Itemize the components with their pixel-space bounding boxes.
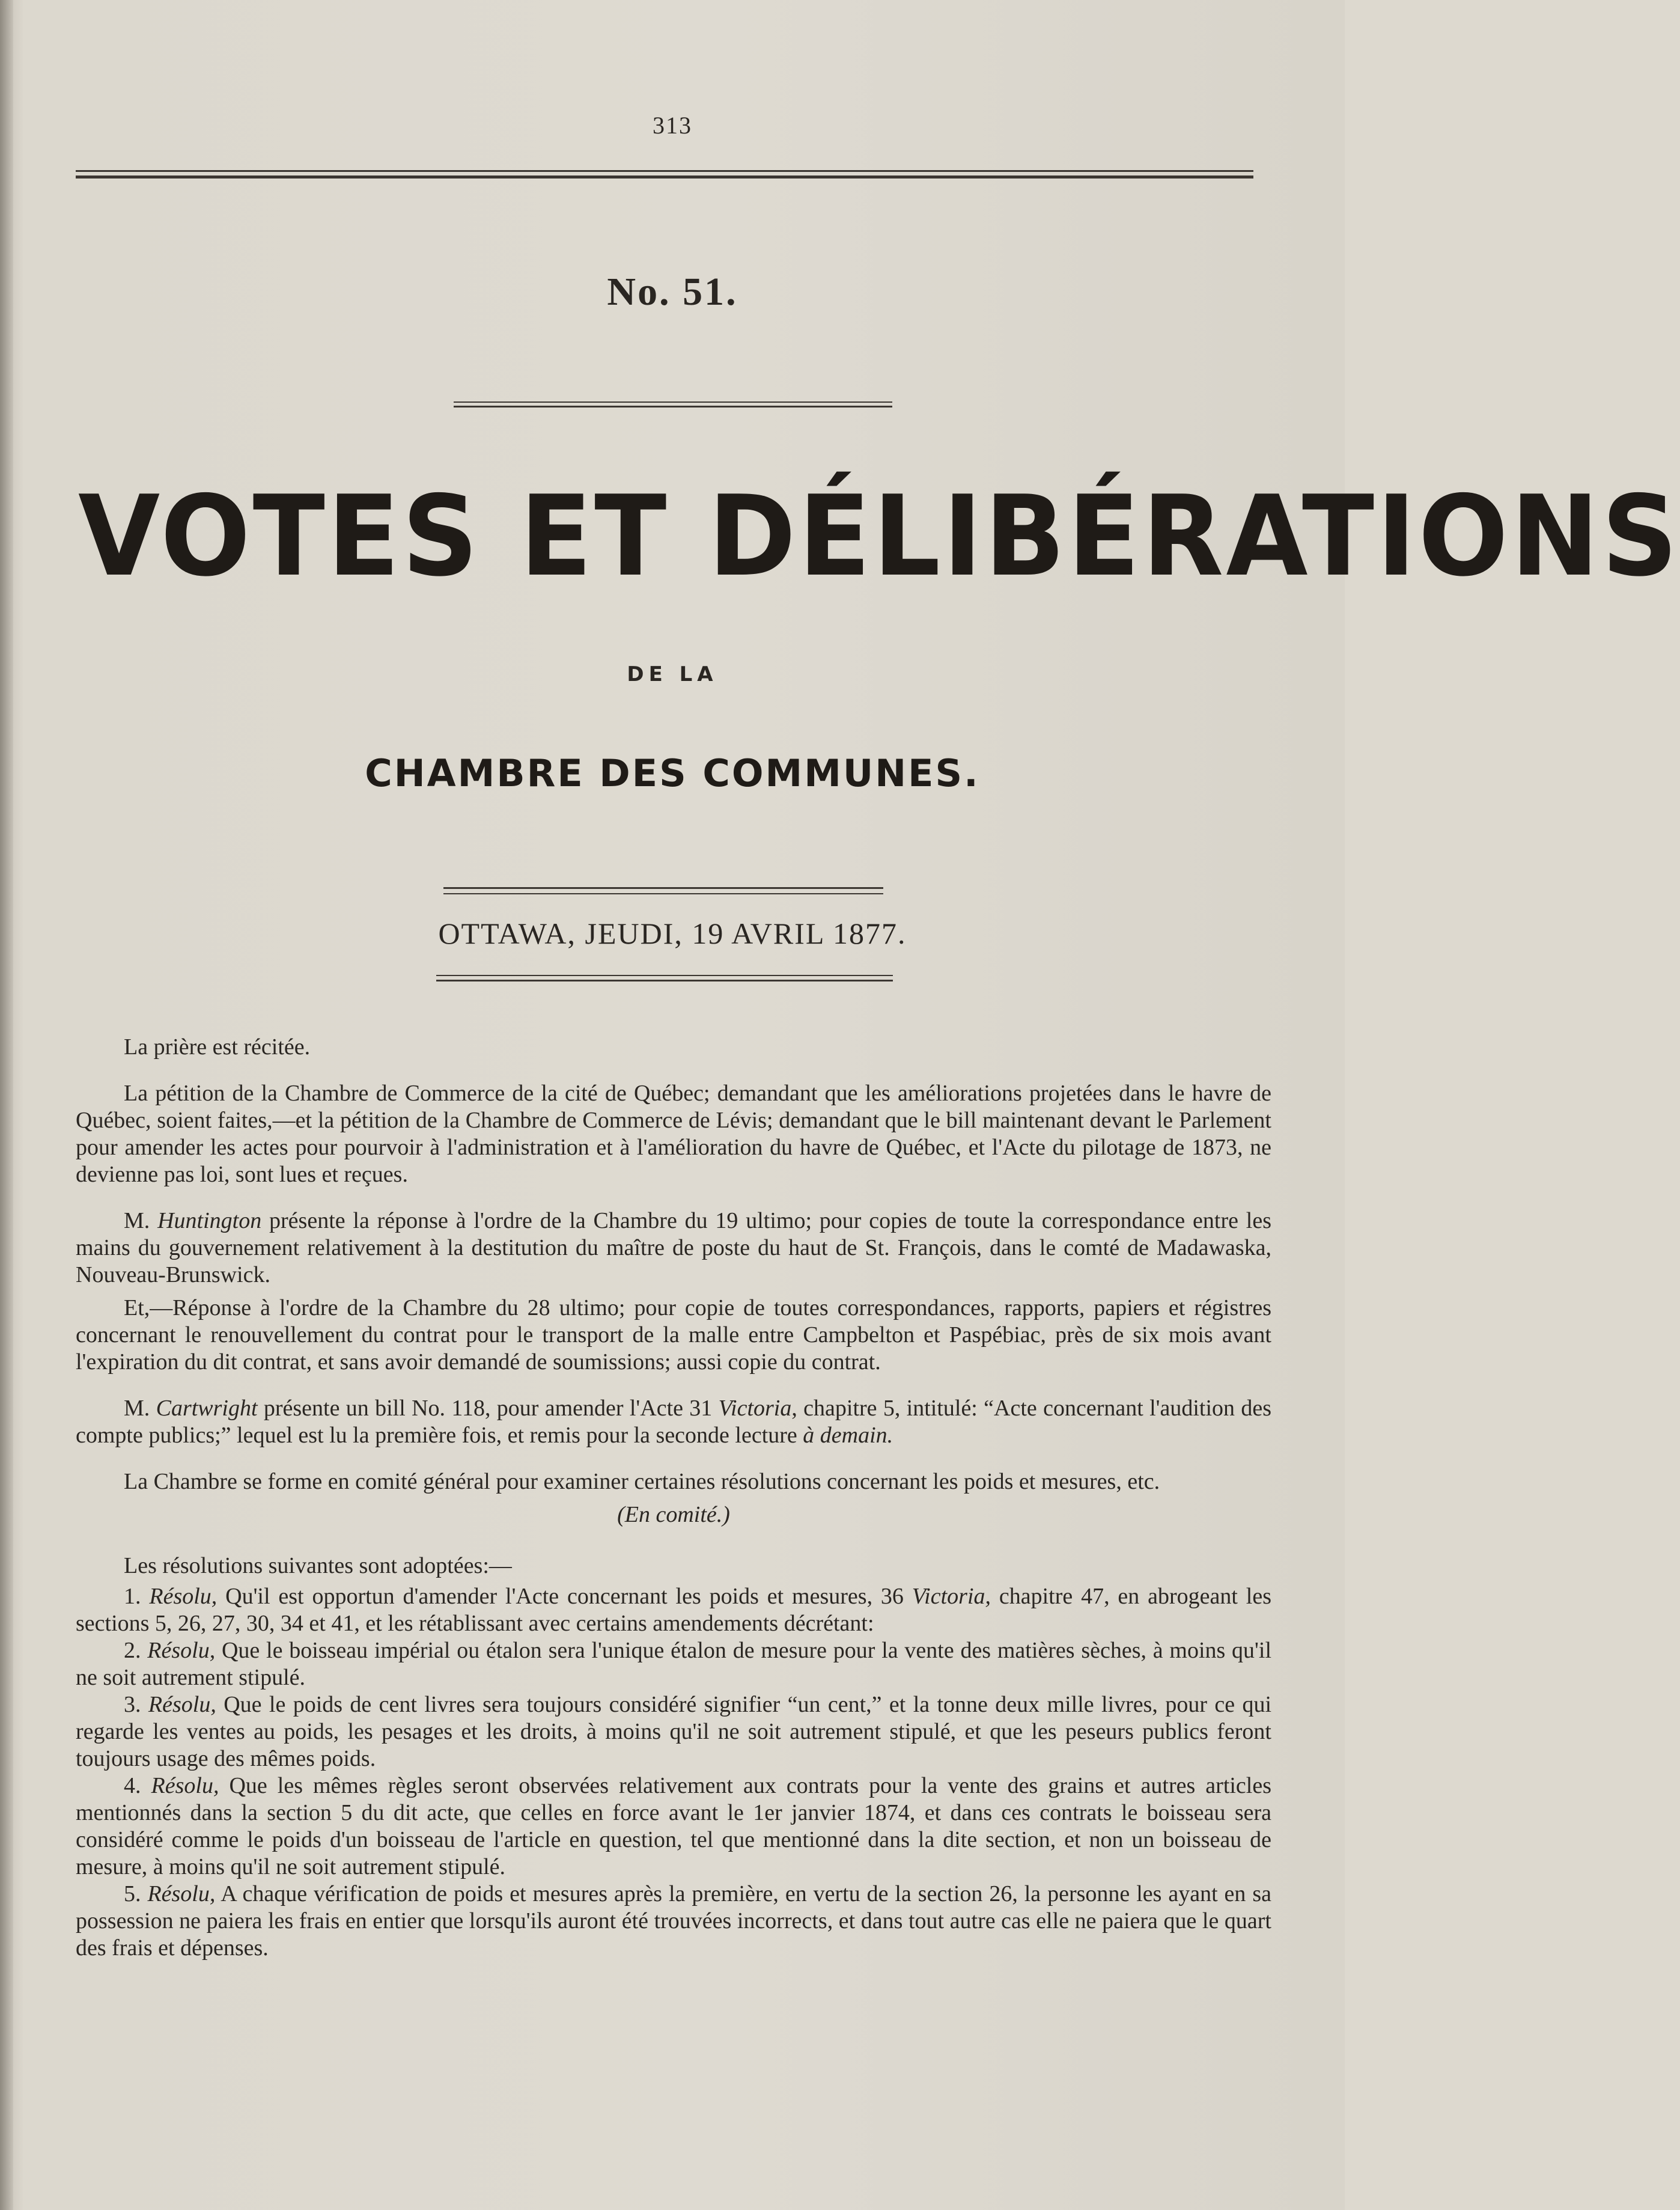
issue-number: No. 51.	[607, 270, 738, 314]
rule-below-date-lower	[436, 980, 893, 981]
resolution-5	[76, 1881, 1271, 1962]
resolution-text-end: chapitre 47, en abrogeant les sections 5, 26, 27, 30, 34 et 41, et les rétablissant avec certains amendements décrétant:	[76, 1584, 1271, 1636]
rule-above-date-lower	[443, 893, 883, 894]
committee-note	[76, 1501, 1271, 1528]
committee-label: (En comité.)	[617, 1502, 730, 1527]
resolution-1	[76, 1583, 1271, 1637]
cartwright-victoria: Victoria	[718, 1396, 792, 1421]
cartwright-text-mid: présente un bill No. 118, pour amender l'Acte 31	[257, 1396, 719, 1421]
cartwright-paragraph	[76, 1395, 1271, 1449]
page-number: 313	[653, 112, 692, 139]
rule-above-date-upper	[443, 887, 883, 889]
rule-under-issue-lower	[454, 406, 892, 408]
resolution-number: 5.	[124, 1881, 148, 1906]
resolutions-intro: Les résolutions suivantes sont adoptées:—	[124, 1553, 512, 1578]
cartwright-name: Cartwright	[156, 1396, 258, 1421]
dateline: OTTAWA, JEUDI, 19 AVRIL 1877.	[438, 917, 907, 950]
cartwright-end: à demain.	[803, 1423, 893, 1448]
top-rule-lower	[76, 176, 1253, 179]
main-title: VOTES ET DÉLIBÉRATIONS	[78, 471, 1680, 602]
rule-under-issue-upper	[454, 401, 892, 403]
committee-paragraph: La Chambre se forme en comité général pour examiner certaines résolutions concernant les poids et mesures, etc.	[124, 1469, 1160, 1494]
proceedings-body	[76, 1034, 1271, 1962]
resolution-number: 4.	[124, 1773, 151, 1798]
huntington-text: présente la réponse à l'ordre de la Chambre du 19 ultimo; pour copies de toute la correspondance entre les mains du gouvernement relativement à la destitution du maître de poste du haut de St. François, dans le comté de Madawaska, Nouveau-Brunswick.	[76, 1208, 1271, 1287]
resolution-word: Résolu,	[148, 1692, 216, 1717]
resolution-number: 2.	[124, 1638, 148, 1663]
resolution-number: 1.	[124, 1584, 150, 1609]
cartwright-prefix: M.	[124, 1396, 156, 1421]
huntington-prefix: M.	[124, 1208, 158, 1233]
resolution-word: Résolu,	[147, 1638, 216, 1663]
subtitle-small: DE LA	[627, 662, 718, 686]
petition-paragraph: La pétition de la Chambre de Commerce de la cité de Québec; demandant que les améliorations projetées dans le havre de Québec, soient faites,—et la pétition de la Chambre de Commerce de Lévis; demandant que le bill maintenant devant le Parlement pour amender les actes pour pourvoir à l'administration et à l'amélioration du havre de Québec, et l'Acte du pilotage de 1873, ne devienne pas loi, sont lues et reçues.	[76, 1081, 1271, 1187]
resolution-number: 3.	[124, 1692, 148, 1717]
resolution-word: Résolu,	[151, 1773, 219, 1798]
resolution-2	[76, 1637, 1271, 1691]
subtitle-large: CHAMBRE DES COMMUNES.	[365, 751, 980, 795]
rule-below-date-upper	[436, 975, 893, 976]
prayer-paragraph: La prière est récitée.	[124, 1034, 311, 1060]
resolution-4	[76, 1772, 1271, 1881]
mail-contract-paragraph: Et,—Réponse à l'ordre de la Chambre du 28 ultimo; pour copie de toutes correspondances, rapports, papiers et régistres concernant le renouvellement du contrat pour le transport de la malle entre Campbelton et Paspébiac, près de six mois avant l'expiration du dit contrat, et sans avoir demandé de soumissions; aussi copie du contrat.	[76, 1295, 1271, 1375]
resolution-text: Que les mêmes règles seront observées relativement aux contrats pour la vente des grains et autres articles mentionnés dans la section 5 du dit acte, que celles en force avant le 1er janvier 1874, et dans ces contrats le boisseau sera considéré comme le poids d'un boisseau de l'article en question, tel que mentionné dans la dite section, et non un boisseau de mesure, à moins qu'il ne soit autrement stipulé.	[76, 1773, 1272, 1879]
resolution-3	[76, 1691, 1271, 1772]
resolution-text: Qu'il est opportun d'amender l'Acte concernant les poids et mesures, 36	[217, 1584, 912, 1609]
resolution-word: Résolu,	[149, 1584, 218, 1609]
resolution-text: A chaque vérification de poids et mesures après la première, en vertu de la section 26, la personne les ayant en sa possession ne paiera les frais en entier que lorsqu'ils auront été trouvées incorrects, et dans tout autre cas elle ne paiera que le quart des frais et dépenses.	[76, 1881, 1271, 1961]
huntington-name: Huntington	[157, 1208, 262, 1233]
resolution-victoria: Victoria,	[912, 1584, 991, 1609]
huntington-paragraph	[76, 1207, 1271, 1289]
top-rule-upper	[76, 170, 1253, 172]
cartwright-text-rest: , chapitre 5, intitulé: “Acte concernant l'audition des compte publics;” lequel est lu la première fois, et remis pour la seconde lecture	[76, 1396, 1272, 1448]
resolution-text: Que le poids de cent livres sera toujours considéré signifier “un cent,” et la tonne deux mille livres, pour ce qui regarde les ventes au poids, les pesages et les droits, à moins qu'il ne soit autrement stipulé, et que les peseurs publics feront toujours usage des mêmes poids.	[76, 1692, 1272, 1771]
resolution-text: Que le boisseau impérial ou étalon sera l'unique étalon de mesure pour la vente des matières sèches, à moins qu'il ne soit autrement stipulé.	[76, 1638, 1272, 1690]
binding-edge	[0, 0, 13, 2210]
resolution-word: Résolu,	[147, 1881, 216, 1906]
